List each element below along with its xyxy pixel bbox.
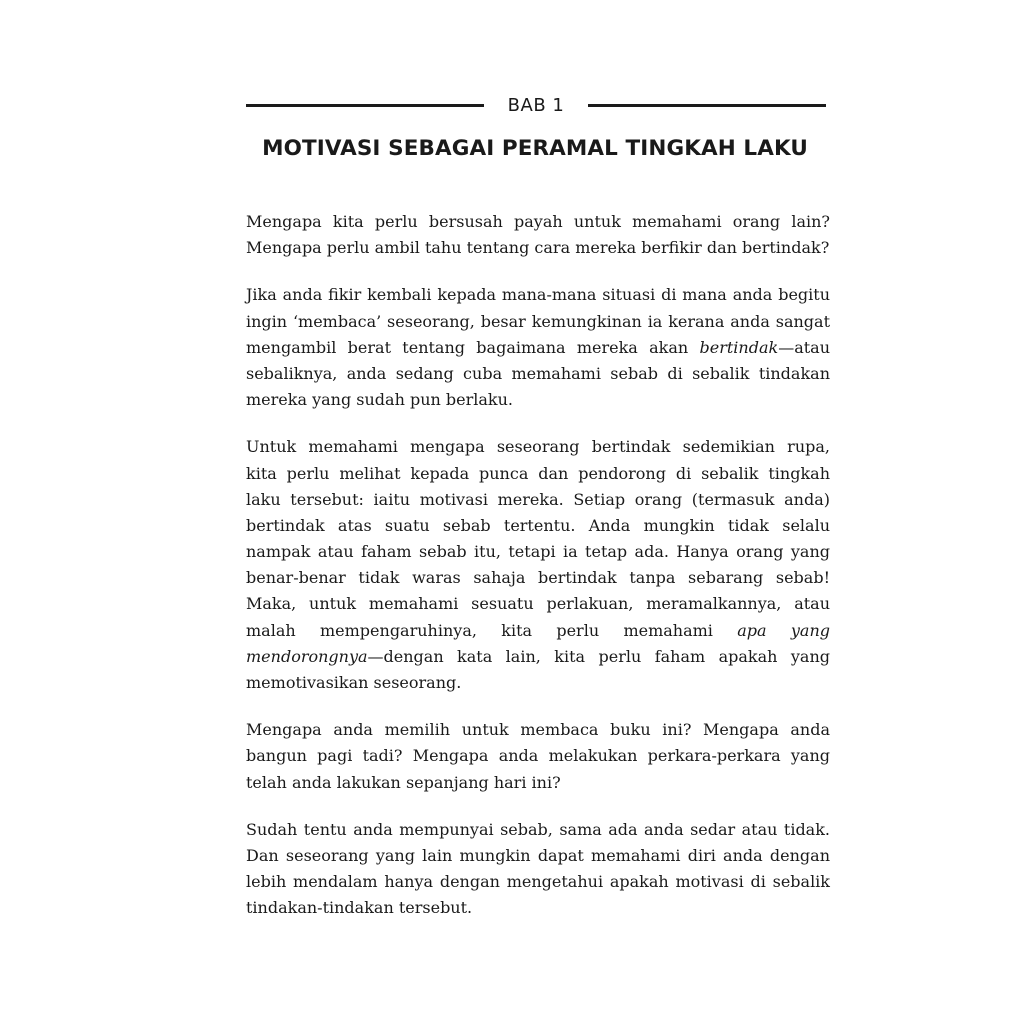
text-line: benar-benar tidak waras sahaja bertindak tanpa sebarang sebab! <box>246 568 830 588</box>
body-text <box>246 209 830 943</box>
text-line: bertindak atas suatu sebab tertentu. Anda mungkin tidak selalu <box>246 515 830 535</box>
paragraph <box>246 817 830 922</box>
text-run: —dengan kata lain, kita perlu faham apakah yang <box>367 646 830 666</box>
text-line: Mengapa perlu ambil tahu tentang cara mereka berfikir dan bertindak? <box>246 238 830 258</box>
chapter-header <box>246 90 826 120</box>
text-line: Untuk memahami mengapa seseorang bertindak sedemikian rupa, <box>246 437 830 457</box>
text-line <box>246 335 830 361</box>
text-line: Mengapa anda memilih untuk membaca buku ini? Mengapa anda <box>246 720 830 740</box>
paragraph <box>246 282 830 413</box>
text-line: lebih mendalam hanya dengan mengetahui apakah motivasi di sebalik <box>246 872 830 892</box>
paragraph <box>246 209 830 261</box>
text-line: Jika anda fikir kembali kepada mana-mana situasi di mana anda begitu <box>246 285 830 305</box>
chapter-label: BAB 1 <box>507 94 565 116</box>
left-rule <box>246 104 484 107</box>
text-line: kita perlu melihat kepada punca dan pendorong di sebalik tingkah <box>246 463 830 483</box>
italic-emphasis: bertindak <box>699 337 779 357</box>
text-line: mereka yang sudah pun berlaku. <box>246 390 514 410</box>
text-run: mengambil berat tentang bagaimana mereka akan <box>246 337 700 357</box>
text-run: malah mempengaruhinya, kita perlu memahami <box>246 620 738 640</box>
text-line: memotivasikan seseorang. <box>246 673 462 692</box>
italic-emphasis: mendorongnya <box>246 646 368 666</box>
right-rule <box>588 104 826 107</box>
text-line: nampak atau faham sebab itu, tetapi ia tetap ada. Hanya orang yang <box>246 542 830 562</box>
text-line: sebaliknya, anda sedang cuba memahami sebab di sebalik tindakan <box>246 363 830 383</box>
chapter-title: MOTIVASI SEBAGAI PERAMAL TINGKAH LAKU <box>262 136 808 161</box>
paragraph <box>246 717 830 796</box>
text-line: ingin ‘membaca’ seseorang, besar kemungkinan ia kerana anda sangat <box>246 311 830 331</box>
text-line: telah anda lakukan sepanjang hari ini? <box>246 772 561 792</box>
text-line: Sudah tentu anda mempunyai sebab, sama ada anda sedar atau tidak. <box>246 819 830 839</box>
text-line: Dan seseorang yang lain mungkin dapat memahami diri anda dengan <box>246 845 830 865</box>
text-line: Maka, untuk memahami sesuatu perlakuan, meramalkannya, atau <box>246 594 830 614</box>
text-line: tindakan-tindakan tersebut. <box>246 898 473 918</box>
text-line: bangun pagi tadi? Mengapa anda melakukan perkara-perkara yang <box>246 746 830 766</box>
text-line <box>246 618 830 644</box>
text-line: laku tersebut: iaitu motivasi mereka. Setiap orang (termasuk anda) <box>246 489 830 509</box>
paragraph <box>246 434 830 696</box>
text-line <box>246 644 830 670</box>
text-line: Mengapa kita perlu bersusah payah untuk memahami orang lain? <box>246 212 830 231</box>
text-run: —atau <box>778 337 830 357</box>
italic-emphasis: apa yang <box>737 620 830 640</box>
